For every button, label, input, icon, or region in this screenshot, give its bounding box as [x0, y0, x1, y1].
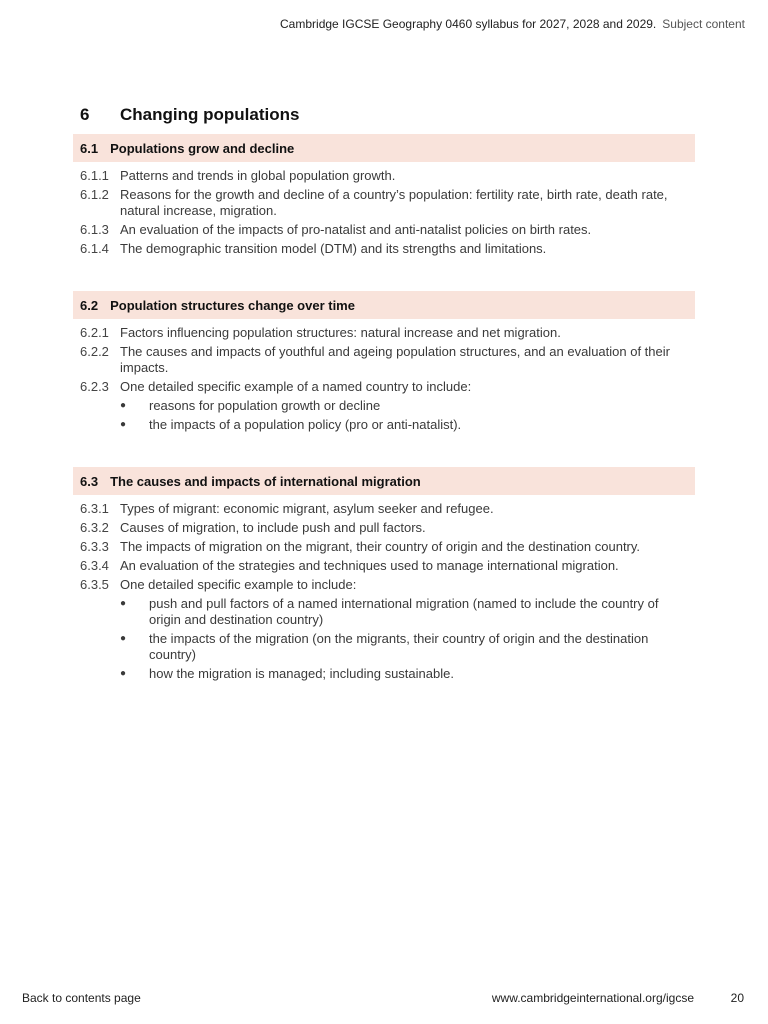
- item-code: 6.3.4: [80, 558, 109, 573]
- list-item: [73, 241, 695, 257]
- item-text: The causes and impacts of youthful and ageing population structures, and an evaluation of their impacts.: [120, 344, 670, 375]
- bullet-text: push and pull factors of a named international migration (named to include the country of origin and destination country): [149, 596, 659, 627]
- spacer: [73, 260, 695, 291]
- list-item: [73, 558, 695, 574]
- topic-items-6-3: [73, 501, 695, 682]
- topic-title: The causes and impacts of international migration: [110, 473, 421, 489]
- bullet-item: [73, 596, 695, 628]
- item-text: An evaluation of the impacts of pro-natalist and anti-natalist policies on birth rates.: [120, 222, 592, 237]
- item-code: 6.1.2: [80, 187, 109, 202]
- item-code: 6.3.3: [80, 539, 109, 554]
- header-section: Subject content: [662, 17, 745, 31]
- topic-header-6-1: [73, 134, 695, 162]
- list-item: [73, 187, 695, 219]
- bullet-icon: ●: [120, 633, 127, 644]
- item-code: 6.1.1: [80, 168, 109, 183]
- item-text: Patterns and trends in global population growth.: [120, 168, 396, 183]
- website-link[interactable]: www.cambridgeinternational.org/igcse: [491, 991, 694, 1005]
- item-text: Causes of migration, to include push and pull factors.: [120, 520, 426, 535]
- topic-number: 6.1: [80, 140, 99, 156]
- topic-items-6-2: [73, 325, 695, 433]
- item-text: Types of migrant: economic migrant, asylum seeker and refugee.: [120, 501, 494, 516]
- bullet-text: the impacts of a population policy (pro or anti-natalist).: [149, 417, 462, 432]
- header-title: Cambridge IGCSE Geography 0460 syllabus for 2027, 2028 and 2029.: [280, 17, 657, 31]
- item-text: One detailed specific example of a named country to include:: [120, 379, 472, 394]
- item-code: 6.2.1: [80, 325, 109, 340]
- item-text: The impacts of migration on the migrant, their country of origin and the destination country.: [120, 539, 641, 554]
- topic-header-6-2: [73, 291, 695, 319]
- bullet-text: the impacts of the migration (on the migrants, their country of origin and the destination country): [149, 631, 649, 662]
- item-text: One detailed specific example to include:: [120, 577, 357, 592]
- list-item: [73, 539, 695, 555]
- bullet-text: how the migration is managed; including sustainable.: [149, 666, 454, 681]
- item-text: The demographic transition model (DTM) and its strengths and limitations.: [120, 241, 547, 256]
- topic-number: 6.2: [80, 297, 99, 313]
- item-code: 6.1.3: [80, 222, 109, 237]
- item-code: 6.2.2: [80, 344, 109, 359]
- list-item: [73, 520, 695, 536]
- topic-title: Population structures change over time: [110, 297, 355, 313]
- list-item: [73, 379, 695, 395]
- topic-number: 6.3: [80, 473, 99, 489]
- chapter-title: Changing populations: [120, 105, 300, 124]
- chapter-heading: [73, 105, 695, 129]
- list-item: [73, 168, 695, 184]
- bullet-icon: ●: [120, 598, 127, 609]
- item-code: 6.3.2: [80, 520, 109, 535]
- topic-header-6-3: [73, 467, 695, 495]
- item-code: 6.1.4: [80, 241, 109, 256]
- item-text: An evaluation of the strategies and techniques used to manage international migration.: [120, 558, 619, 573]
- chapter-number: 6: [80, 105, 90, 124]
- list-item: [73, 325, 695, 341]
- list-item: [73, 501, 695, 517]
- main-content: [73, 105, 695, 685]
- bullet-item: [73, 398, 695, 414]
- page-number: 20: [730, 991, 744, 1005]
- running-header: [280, 17, 745, 31]
- topic-title: Populations grow and decline: [110, 140, 295, 156]
- bullet-icon: ●: [120, 400, 127, 411]
- bullet-item: [73, 417, 695, 433]
- bullet-text: reasons for population growth or decline: [149, 398, 381, 413]
- list-item: [73, 222, 695, 238]
- bullet-item: [73, 666, 695, 682]
- item-code: 6.2.3: [80, 379, 109, 394]
- bullet-icon: ●: [120, 419, 127, 430]
- spacer: [73, 436, 695, 467]
- back-to-contents-link[interactable]: Back to contents page: [22, 991, 141, 1005]
- list-item: [73, 577, 695, 593]
- list-item: [73, 344, 695, 376]
- topic-items-6-1: [73, 168, 695, 257]
- item-text: Factors influencing population structures: natural increase and net migration.: [120, 325, 561, 340]
- bullet-icon: ●: [120, 668, 127, 679]
- bullet-item: [73, 631, 695, 663]
- item-code: 6.3.1: [80, 501, 109, 516]
- item-code: 6.3.5: [80, 577, 109, 592]
- item-text: Reasons for the growth and decline of a country’s population: fertility rate, birth rate, death rate, natural increase, migration.: [120, 187, 668, 218]
